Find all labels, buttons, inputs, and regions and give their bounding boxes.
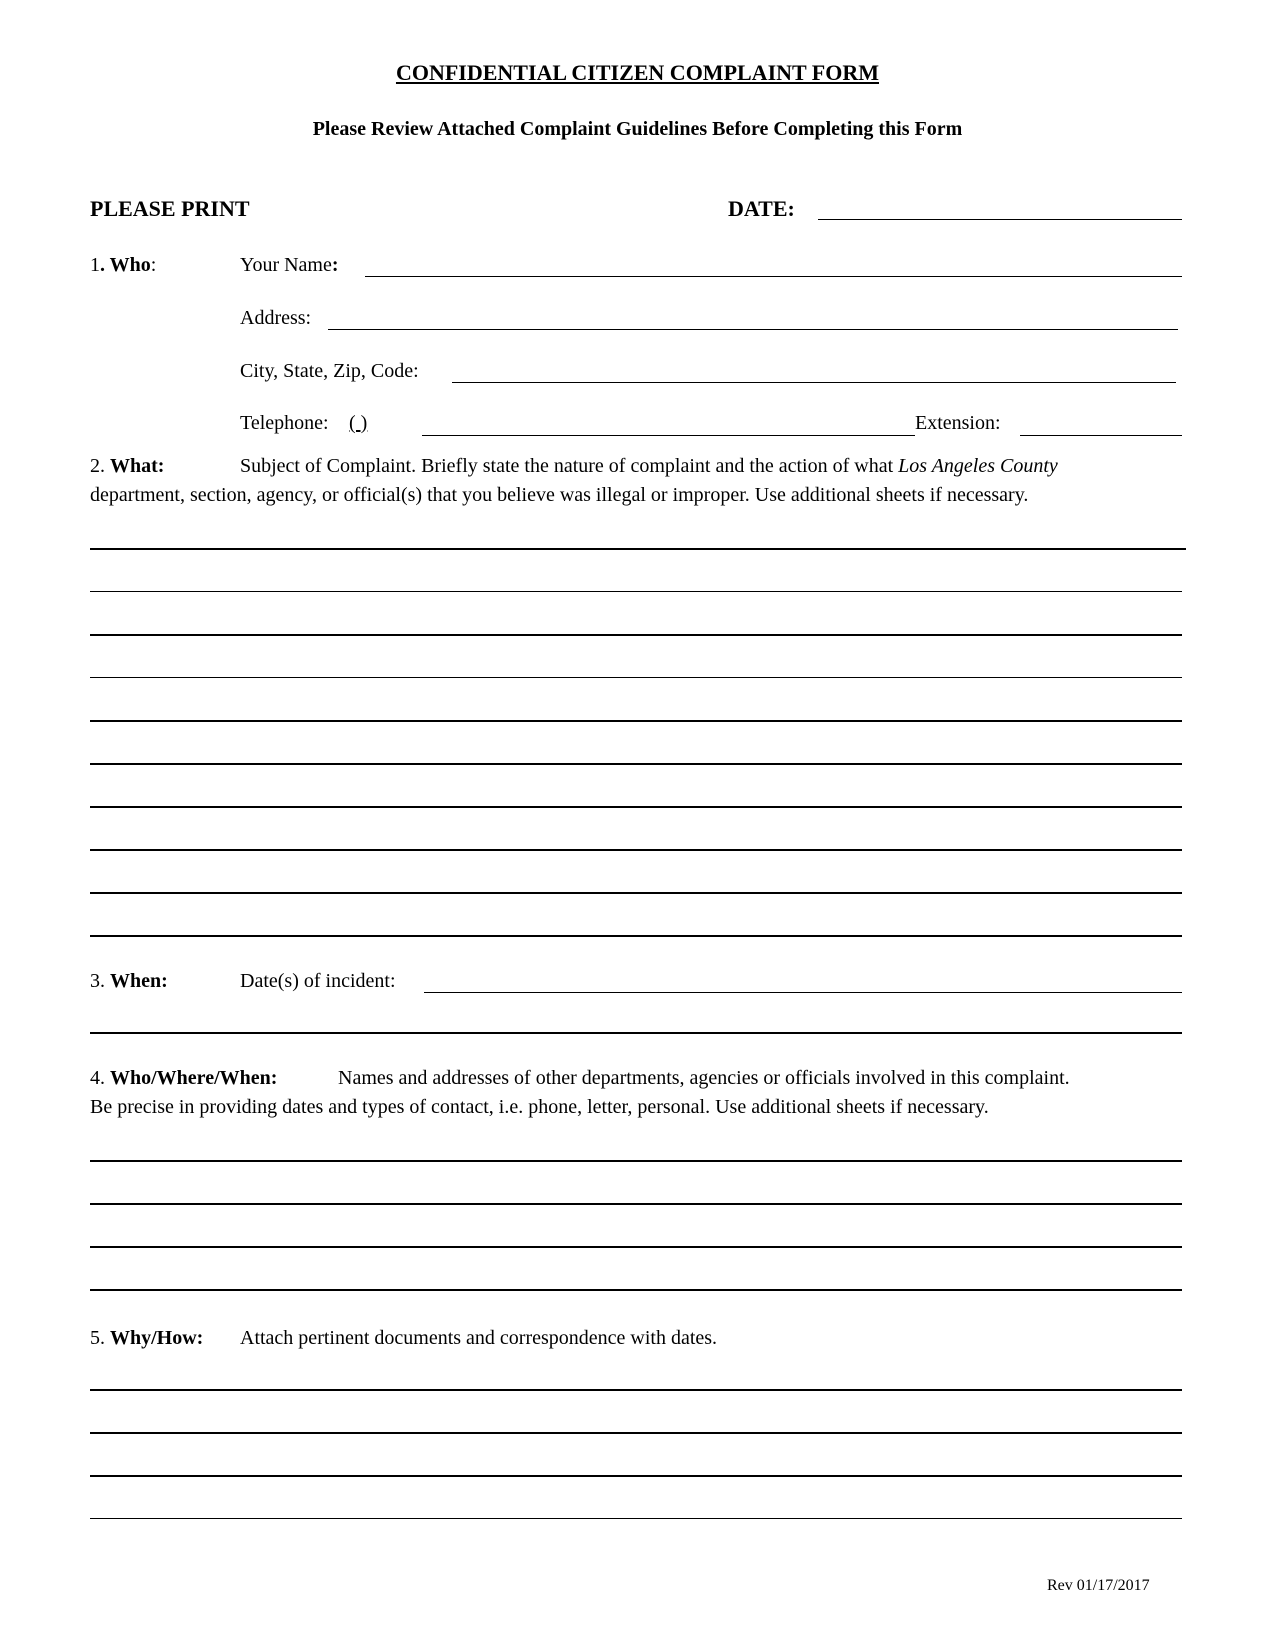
section2-number: 2. [90,455,110,477]
who-where-when-line-4[interactable] [90,1289,1182,1291]
why-how-line-4[interactable] [90,1518,1182,1519]
section2-text-line1 [240,455,1058,478]
city-state-zip-field[interactable] [452,382,1176,383]
section4-label: Who/Where/When: [110,1067,278,1089]
section4-number: 4. [90,1067,110,1089]
section2-county: Los Angeles County [898,455,1058,477]
your-name-label [240,254,339,277]
section4-text-line1: Names and addresses of other departments, agencies or officials involved in this complaint. [338,1067,1070,1089]
what-line-8[interactable] [90,849,1182,851]
telephone-field[interactable] [422,435,915,436]
what-line-2[interactable] [90,591,1182,592]
section4-heading [90,1067,277,1090]
section3-heading [90,970,168,993]
extension-label: Extension: [915,412,1001,434]
section1-colon: : [150,254,157,276]
what-line-1[interactable] [90,548,1186,550]
section5-heading [90,1327,203,1350]
form-subtitle: Please Review Attached Complaint Guidelines Before Completing this Form [312,118,963,140]
section2-text-line2: department, section, agency, or official(s) that you believe was illegal or improper. Use additional sheets if necessary. [90,484,1029,506]
section1-label: . Who [100,254,151,276]
dates-of-incident-field[interactable] [424,992,1182,993]
what-line-10[interactable] [90,935,1182,937]
who-where-when-line-3[interactable] [90,1246,1182,1248]
section4-text-line2: Be precise in providing dates and types of contact, i.e. phone, letter, personal. Use additional sheets if necessary. [90,1096,989,1118]
why-how-line-3[interactable] [90,1475,1182,1477]
why-how-line-2[interactable] [90,1432,1182,1434]
what-line-6[interactable] [90,763,1182,765]
who-where-when-line-2[interactable] [90,1203,1182,1205]
form-title: CONFIDENTIAL CITIZEN COMPLAINT FORM [395,60,880,85]
what-line-4[interactable] [90,677,1182,678]
telephone-area-code: ( ) [349,412,368,434]
date-field[interactable] [818,219,1182,220]
what-line-3[interactable] [90,634,1182,636]
city-state-zip-label: City, State, Zip, Code: [240,360,419,382]
section3-number: 3. [90,970,110,992]
what-line-5[interactable] [90,720,1182,722]
section2-heading [90,455,164,478]
who-where-when-line-1[interactable] [90,1160,1182,1162]
address-field[interactable] [328,329,1178,330]
address-label: Address: [240,307,312,329]
telephone-label: Telephone: [240,412,329,434]
section3-label: When: [110,970,168,992]
date-label: DATE: [728,196,795,221]
your-name-text: Your Name [240,254,332,276]
what-line-7[interactable] [90,806,1182,808]
section1-number: 1 [90,254,100,276]
your-name-colon: : [331,254,339,276]
why-how-line-1[interactable] [90,1389,1182,1391]
what-line-9[interactable] [90,892,1182,894]
revision-date: Rev 01/17/2017 [1047,1577,1150,1594]
section2-text-a: Subject of Complaint. Briefly state the nature of complaint and the action of what [240,455,899,477]
your-name-field[interactable] [365,276,1182,277]
section1-heading [90,254,156,277]
section2-label: What: [110,455,165,477]
extension-field[interactable] [1020,435,1182,436]
dates-of-incident-label: Date(s) of incident: [240,970,396,992]
section5-number: 5. [90,1327,110,1349]
section5-label: Why/How: [110,1327,204,1349]
section5-text: Attach pertinent documents and correspondence with dates. [240,1327,718,1349]
when-line-2[interactable] [90,1032,1182,1034]
please-print-label: PLEASE PRINT [90,196,250,221]
